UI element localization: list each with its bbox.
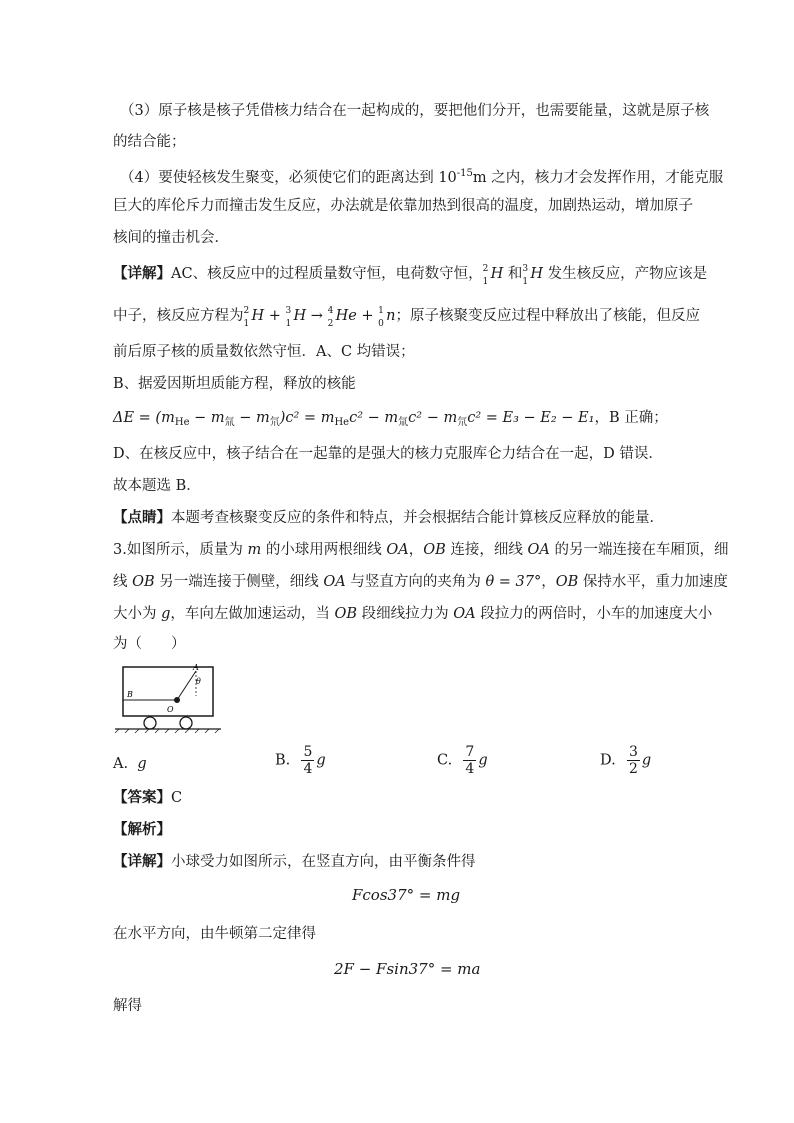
option-c: C. $\frac{7}{4}$ g	[437, 744, 488, 777]
text-line: 【详解】AC、核反应中的过程质量数守恒，电荷数守恒， 2 1 H 和 3 1 H 发生核反应，产物应该是	[113, 264, 708, 287]
text-line: 【详解】小球受力如图所示，在竖直方向，由平衡条件得	[113, 853, 476, 870]
text-line: $\Delta E = (m_{He} - m_氚 - m_氘)c^2 = m_{He}c^2 - m_氚c^2 - m_氘c^2 = E_3 - E_2 - E_1$，B 正确；	[113, 410, 668, 428]
text-line: 的结合能；	[113, 134, 186, 150]
text-line: 前后原子核的质量数依然守恒．A、C 均错误；	[113, 344, 415, 360]
text-line: （3）原子核是核子凭借核力结合在一起构成的，要把他们分开，也需要能量，这就是原子核	[120, 103, 710, 119]
text-line: 【点睛】本题考查核聚变反应的条件和特点，并会根据结合能计算核反应释放的能量．	[113, 509, 664, 526]
cart-figure	[113, 662, 223, 734]
text-line: （4）要使轻核发生聚变，必须使它们的距离达到 $10^{-15}m$ 之内，核力才会发挥作用，才能克服	[120, 168, 724, 186]
figure-label-theta: θ	[196, 677, 201, 686]
answer-line: 【答案】C	[113, 789, 183, 806]
question-line: 3.如图所示，质量为 m 的小球用两根细线 OA，OB 连接，细线 OA 的另一端连接在车厢顶，细	[113, 542, 729, 558]
text-line: 巨大的库伦斥力而撞击发生反应，办法就是依靠加热到很高的温度，加剧热运动，增加原子	[113, 198, 693, 214]
question-line: 线 OB 另一端连接于侧壁，细线 OA 与竖直方向的夹角为 θ = 37°，OB 保持水平，重力加速度	[113, 574, 728, 590]
equation-1: Fcos37° = mg	[352, 886, 461, 904]
text-line: D、在核反应中，核子结合在一起靠的是强大的核力克服库仑力结合在一起，D 错误．	[113, 446, 663, 462]
text-line: 解得	[113, 998, 142, 1014]
question-line: 为（ ）	[113, 636, 186, 652]
text-line: 中子，核反应方程为 2 1 H + 3 1 H → 4 2 He + 1 0 n；原子核聚变反应过程中释放出了核能，但反应	[113, 306, 701, 329]
analysis-heading: 【解析】	[113, 821, 171, 838]
text-line: 核间的撞击机会．	[113, 230, 229, 246]
option-b: B. $\frac{5}{4}$ g	[275, 744, 326, 777]
text-line: B、据爱因斯坦质能方程，释放的核能	[113, 376, 356, 392]
text-line: 在水平方向，由牛顿第二定律得	[113, 926, 316, 942]
option-a: A. g	[113, 756, 147, 772]
question-line: 大小为 g，车向左做加速运动，当 OB 段细线拉力为 OA 段拉力的两倍时，小车的加速度大小	[113, 606, 713, 622]
option-d: D. $\frac{3}{2}$ g	[600, 744, 652, 777]
figure-label-o: O	[167, 705, 174, 714]
figure-label-a: A	[193, 663, 199, 672]
equation-2: 2F − Fsin37° = ma	[334, 960, 481, 978]
figure-label-b: B	[127, 690, 133, 699]
text-line: 故本题选 B．	[113, 478, 201, 494]
